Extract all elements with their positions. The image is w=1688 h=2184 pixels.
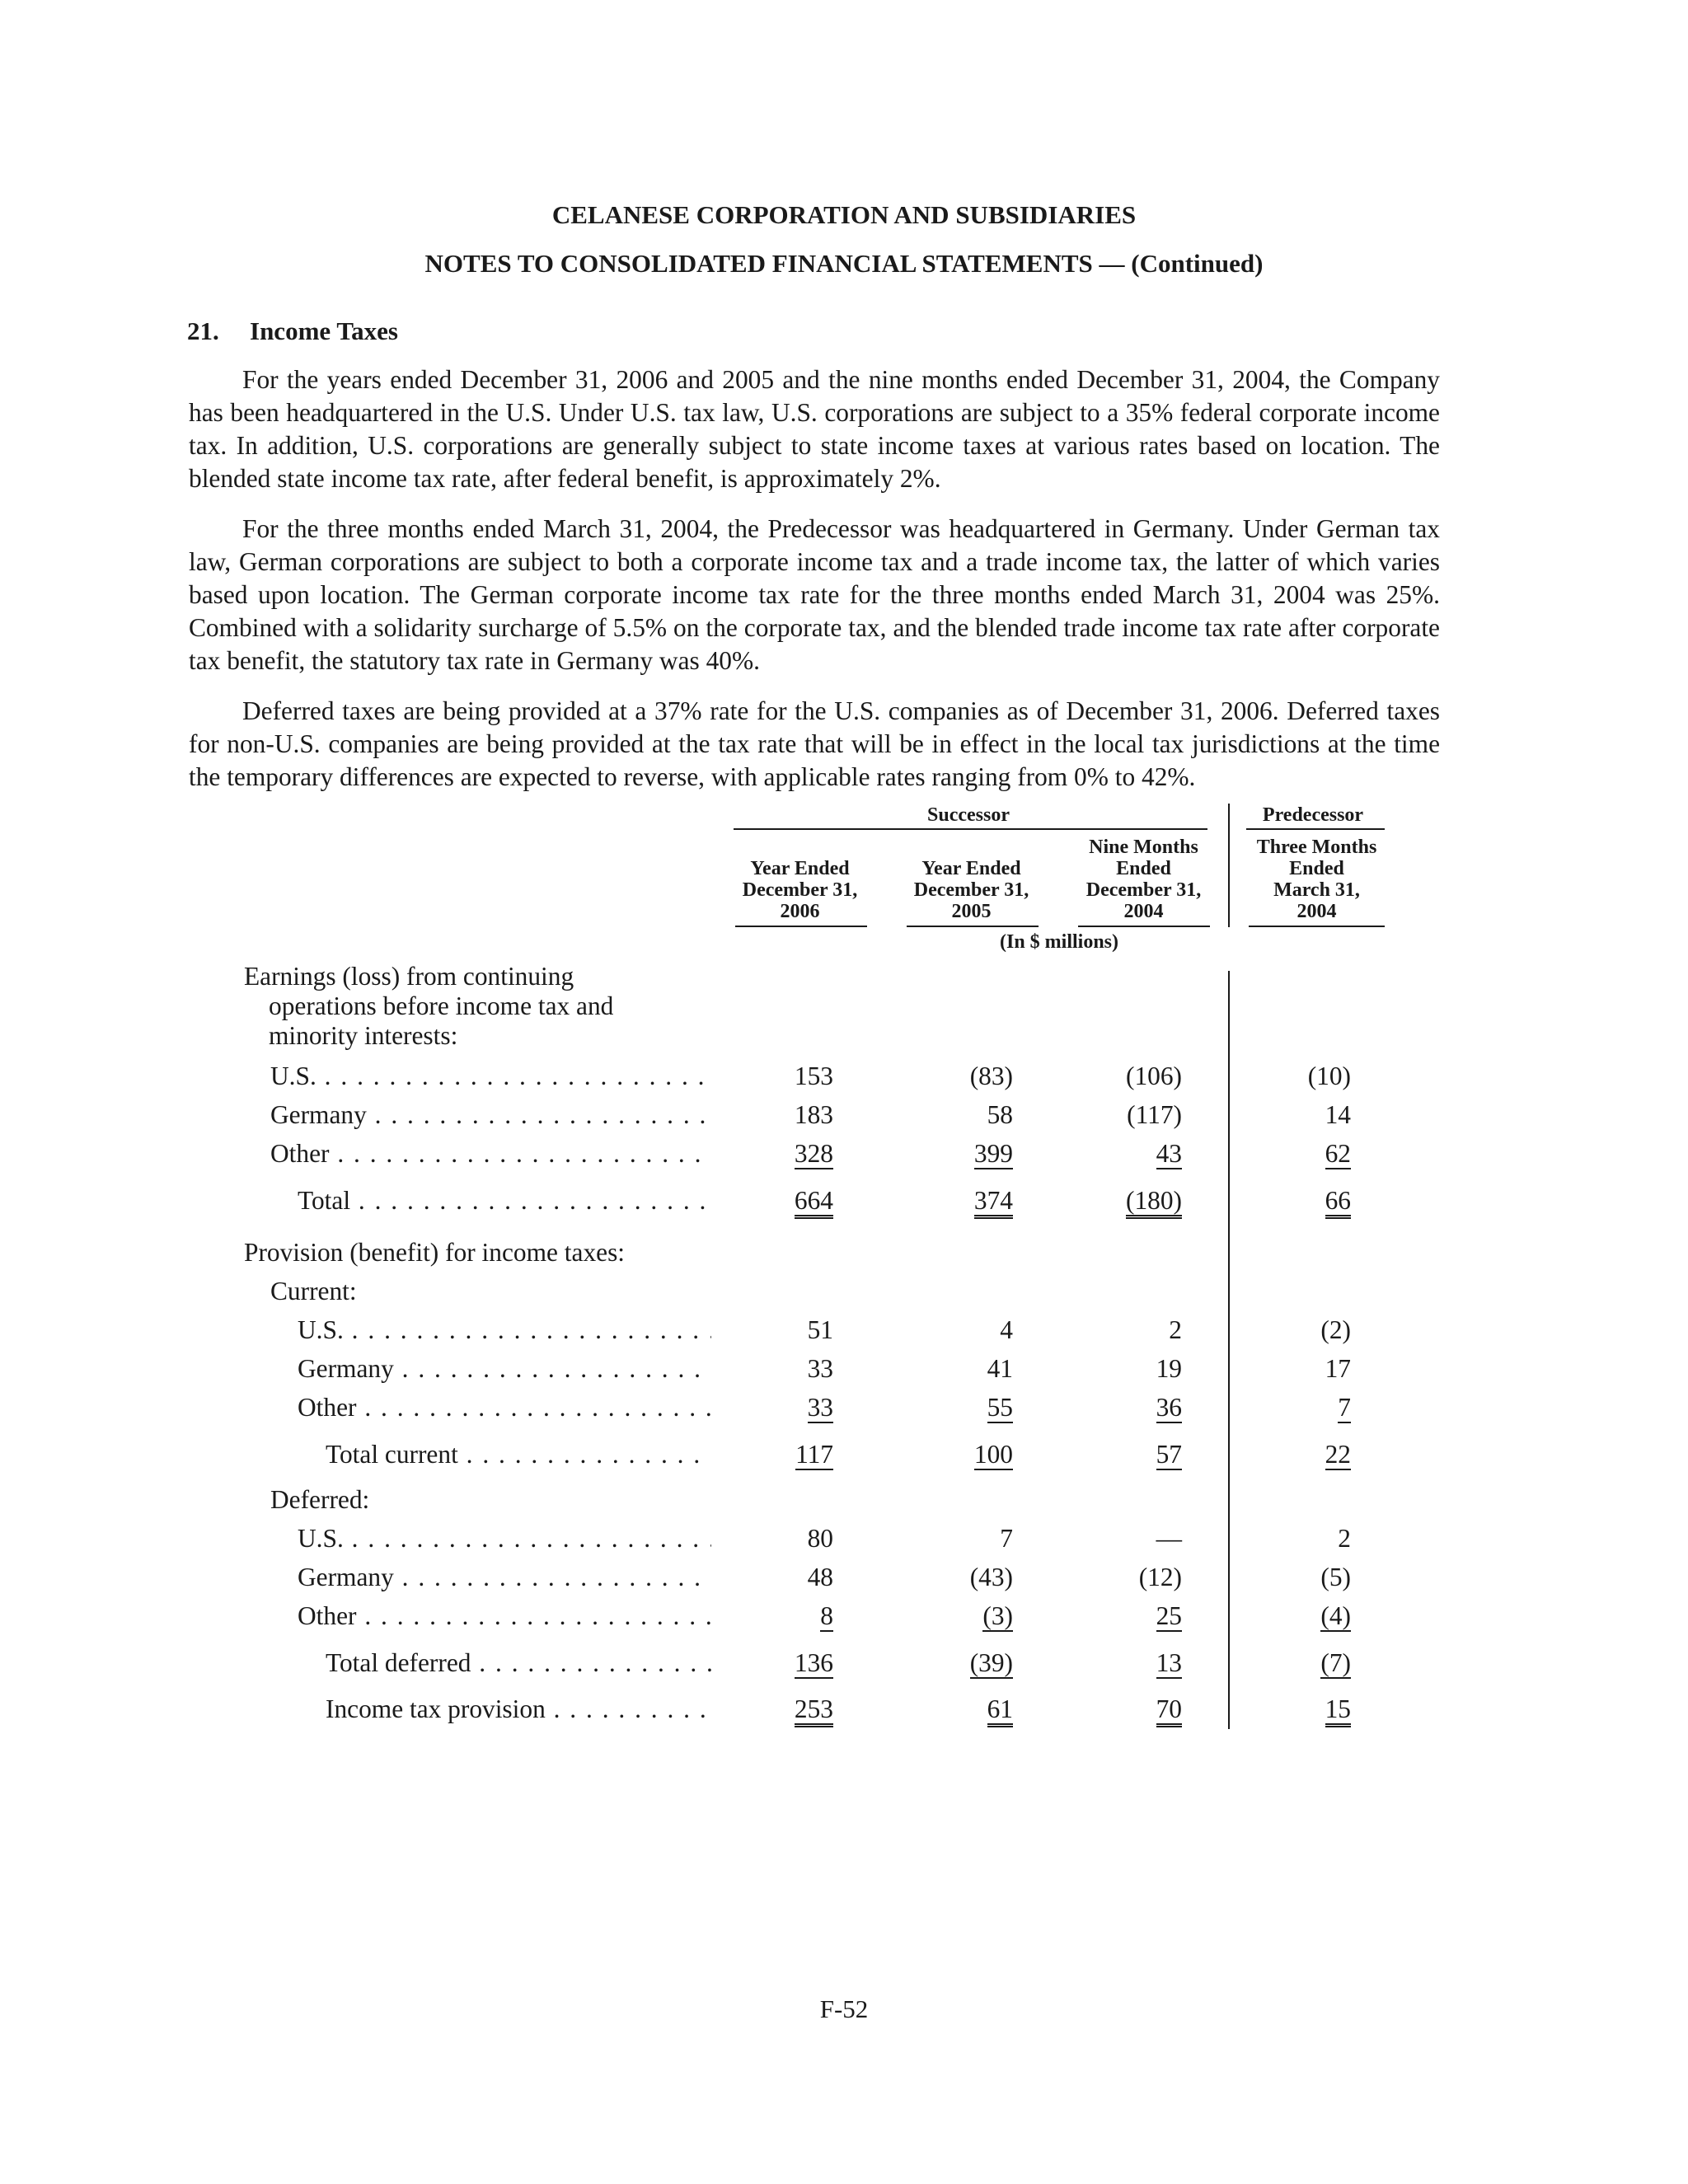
cell-value: (117) xyxy=(1127,1100,1182,1129)
table-cell xyxy=(795,1137,833,1170)
cell-value: 13 xyxy=(1156,1648,1182,1677)
table-cell xyxy=(1338,1391,1351,1424)
cell-value: 183 xyxy=(794,1100,833,1129)
table-cell xyxy=(1156,1600,1182,1633)
table-cell xyxy=(1320,1647,1351,1680)
predecessor-rule xyxy=(1246,828,1385,830)
period-divider xyxy=(1228,804,1230,927)
cell-value: 66 xyxy=(1325,1187,1351,1219)
table-cell xyxy=(1139,1561,1182,1594)
column-rule xyxy=(907,926,1039,927)
table-cell xyxy=(974,1438,1013,1471)
cell-value: 328 xyxy=(794,1139,833,1168)
table-cell xyxy=(795,1693,833,1727)
table-cell xyxy=(1325,1693,1351,1727)
section-title: Income Taxes xyxy=(250,316,398,345)
cell-value: 62 xyxy=(1325,1139,1351,1168)
cell-value: 8 xyxy=(820,1601,833,1630)
company-title: CELANESE CORPORATION AND SUBSIDIARIES xyxy=(551,200,1137,229)
cell-value: 43 xyxy=(1156,1139,1182,1168)
table-cell xyxy=(1156,1438,1182,1471)
cell-value: 7 xyxy=(1338,1393,1351,1422)
units-label: (In $ millions) xyxy=(999,931,1119,953)
cell-value: 80 xyxy=(807,1524,833,1553)
cell-value: 22 xyxy=(1325,1440,1351,1469)
table-cell xyxy=(1000,1314,1013,1347)
cell-value: (12) xyxy=(1138,1563,1182,1591)
row-label: Germany . . . xyxy=(270,1099,711,1132)
cell-value: 100 xyxy=(973,1440,1013,1469)
successor-rule xyxy=(734,828,1207,830)
cell-value: (10) xyxy=(1307,1062,1351,1090)
section-label-line: Earnings (loss) from continuing xyxy=(244,962,574,991)
cell-value: 253 xyxy=(795,1695,833,1727)
cell-value: (39) xyxy=(969,1648,1013,1677)
table-cell xyxy=(987,1099,1013,1132)
table-cell xyxy=(795,1438,833,1471)
table-cell xyxy=(1169,1314,1182,1347)
cell-value: 4 xyxy=(1000,1315,1013,1344)
cell-value: 14 xyxy=(1325,1100,1351,1129)
cell-value: 17 xyxy=(1325,1354,1351,1383)
table-cell xyxy=(970,1647,1013,1680)
table-cell xyxy=(1320,1314,1351,1347)
cell-value: 51 xyxy=(807,1315,833,1344)
row-label: Income tax provision . . . xyxy=(326,1693,711,1726)
table-cell xyxy=(1325,1099,1351,1132)
section-label-line: minority interests: xyxy=(269,1021,458,1050)
table-cell xyxy=(1156,1647,1182,1680)
cell-value: (180) xyxy=(1126,1187,1182,1219)
cell-value: 57 xyxy=(1156,1440,1182,1469)
table-cell xyxy=(820,1600,833,1633)
cell-value: 41 xyxy=(987,1354,1013,1383)
table-cell xyxy=(1156,1522,1182,1555)
cell-value: 25 xyxy=(1156,1601,1182,1630)
section-label-provision: Provision (benefit) for income taxes: xyxy=(244,1238,626,1267)
table-cell xyxy=(1338,1522,1351,1555)
row-label: Germany . . . xyxy=(298,1561,711,1594)
row-label: Total . . . xyxy=(298,1184,711,1217)
cell-value: 664 xyxy=(795,1187,833,1219)
cell-value: 2 xyxy=(1338,1524,1351,1553)
section-label-deferred: Deferred: xyxy=(270,1485,370,1514)
cell-value: 117 xyxy=(795,1440,833,1469)
paragraph: For the years ended December 31, 2006 and 2005 and the nine months ended December 31, 2004, the Company has been headquartered in the U.S. Under U.S. tax law, U.S. corporations are subject to a 35% federal corporate income tax. In addition, U.S. corporations are generally subject to state income taxes at various rates based on location. The blended state income tax rate, after federal benefit, is approximately 2%. xyxy=(189,365,1440,493)
table-cell xyxy=(987,1391,1013,1424)
cell-value: (83) xyxy=(969,1062,1013,1090)
column-rule xyxy=(735,926,867,927)
cell-value: 15 xyxy=(1325,1695,1351,1727)
table-cell xyxy=(808,1314,833,1347)
table-cell xyxy=(1325,1137,1351,1170)
column-header: Three Months Ended March 31, 2004 xyxy=(1256,837,1377,922)
cell-value: 33 xyxy=(807,1354,833,1383)
table-cell xyxy=(1325,1438,1351,1471)
paragraph: Deferred taxes are being provided at a 37% rate for the U.S. companies as of December 31, 2006. Deferred taxes for non-U.S. companies are being provided at the tax rate that will be in effect in the local tax jurisdictions at the time the temporary differences are expected to reverse, with applicable rates ranging from 0% to 42%. xyxy=(189,696,1440,791)
column-rule xyxy=(1249,926,1385,927)
cell-value: 36 xyxy=(1156,1393,1182,1422)
cell-value: 399 xyxy=(973,1139,1013,1168)
table-cell xyxy=(808,1561,833,1594)
section-label-earnings xyxy=(244,962,821,1051)
cell-value: 58 xyxy=(987,1100,1013,1129)
table-cell xyxy=(1000,1522,1013,1555)
period-divider xyxy=(1228,971,1230,1729)
cell-value: 55 xyxy=(987,1393,1013,1422)
cell-value: 136 xyxy=(794,1648,833,1677)
table-cell xyxy=(808,1522,833,1555)
table-cell xyxy=(1156,1391,1182,1424)
cell-value: — xyxy=(1156,1524,1182,1553)
row-label: Germany . . . xyxy=(298,1352,711,1385)
cell-value: (43) xyxy=(969,1563,1013,1591)
table-cell xyxy=(1126,1184,1182,1219)
section-heading xyxy=(187,316,398,346)
row-label: Other . . . xyxy=(298,1391,711,1424)
cell-value: 33 xyxy=(807,1393,833,1422)
predecessor-group-header: Predecessor xyxy=(1262,804,1364,826)
cell-value: (7) xyxy=(1320,1648,1351,1677)
table-cell xyxy=(1127,1099,1182,1132)
table-cell xyxy=(808,1352,833,1385)
table-cell xyxy=(1156,1137,1182,1170)
table-cell xyxy=(1320,1600,1351,1633)
paragraph: For the three months ended March 31, 2004, the Predecessor was headquartered in Germany. Under German tax law, German corporations are subject to both a corporate income tax and a trade income tax, the latter of which varies based upon location. The German corporate income tax rate for the three months ended March 31, 2004 was 25%. Combined with a solidarity surcharge of 5.5% on the corporate tax, and the blended trade income tax rate after corporate tax benefit, the statutory tax rate in Germany was 40%. xyxy=(189,514,1440,675)
section-number: 21. xyxy=(187,316,219,345)
table-cell xyxy=(974,1184,1013,1219)
table-cell xyxy=(1325,1184,1351,1219)
cell-value: (106) xyxy=(1126,1062,1182,1090)
table-cell xyxy=(1156,1352,1182,1385)
table-cell xyxy=(795,1099,833,1132)
row-label: U.S. . . . xyxy=(298,1314,711,1347)
row-label: U.S. . . . xyxy=(270,1060,711,1093)
table-cell xyxy=(982,1600,1013,1633)
column-rule xyxy=(1078,926,1210,927)
column-header: Year Ended December 31, 2006 xyxy=(742,858,858,922)
successor-group-header: Successor xyxy=(927,804,1010,826)
section-label-current: Current: xyxy=(270,1277,357,1305)
table-cell xyxy=(1320,1561,1351,1594)
row-label: Other . . . xyxy=(298,1600,711,1633)
notes-subtitle: NOTES TO CONSOLIDATED FINANCIAL STATEMENTS — (Continued) xyxy=(424,249,1264,278)
cell-value: 70 xyxy=(1156,1695,1182,1727)
cell-value: 374 xyxy=(974,1187,1013,1219)
row-label: Total current . . . xyxy=(326,1438,711,1471)
table-cell xyxy=(795,1647,833,1680)
section-label-line: operations before income tax and xyxy=(269,991,614,1020)
cell-value: 7 xyxy=(1000,1524,1013,1553)
cell-value: (4) xyxy=(1320,1601,1351,1630)
table-cell xyxy=(970,1060,1013,1093)
table-cell xyxy=(974,1137,1013,1170)
table-cell xyxy=(795,1184,833,1219)
cell-value: (2) xyxy=(1320,1315,1351,1344)
table-cell xyxy=(987,1693,1013,1727)
table-cell xyxy=(970,1561,1013,1594)
row-label: U.S. . . . xyxy=(298,1522,711,1555)
table-cell xyxy=(1156,1693,1182,1727)
column-header: Nine Months Ended December 31, 2004 xyxy=(1085,837,1202,922)
cell-value: (5) xyxy=(1320,1563,1351,1591)
table-cell xyxy=(987,1352,1013,1385)
table-cell xyxy=(1325,1352,1351,1385)
cell-value: 2 xyxy=(1169,1315,1182,1344)
cell-value: 61 xyxy=(987,1695,1013,1727)
table-cell xyxy=(1308,1060,1351,1093)
cell-value: 48 xyxy=(807,1563,833,1591)
cell-value: 153 xyxy=(794,1062,833,1090)
table-cell xyxy=(1126,1060,1182,1093)
row-label: Other . . . xyxy=(270,1137,711,1170)
row-label: Total deferred . . . xyxy=(326,1647,711,1680)
column-header: Year Ended December 31, 2005 xyxy=(913,858,1029,922)
page-number: F-52 xyxy=(819,1994,869,2023)
cell-value: 19 xyxy=(1156,1354,1182,1383)
table-cell xyxy=(808,1391,833,1424)
table-cell xyxy=(795,1060,833,1093)
cell-value: (3) xyxy=(982,1601,1013,1630)
